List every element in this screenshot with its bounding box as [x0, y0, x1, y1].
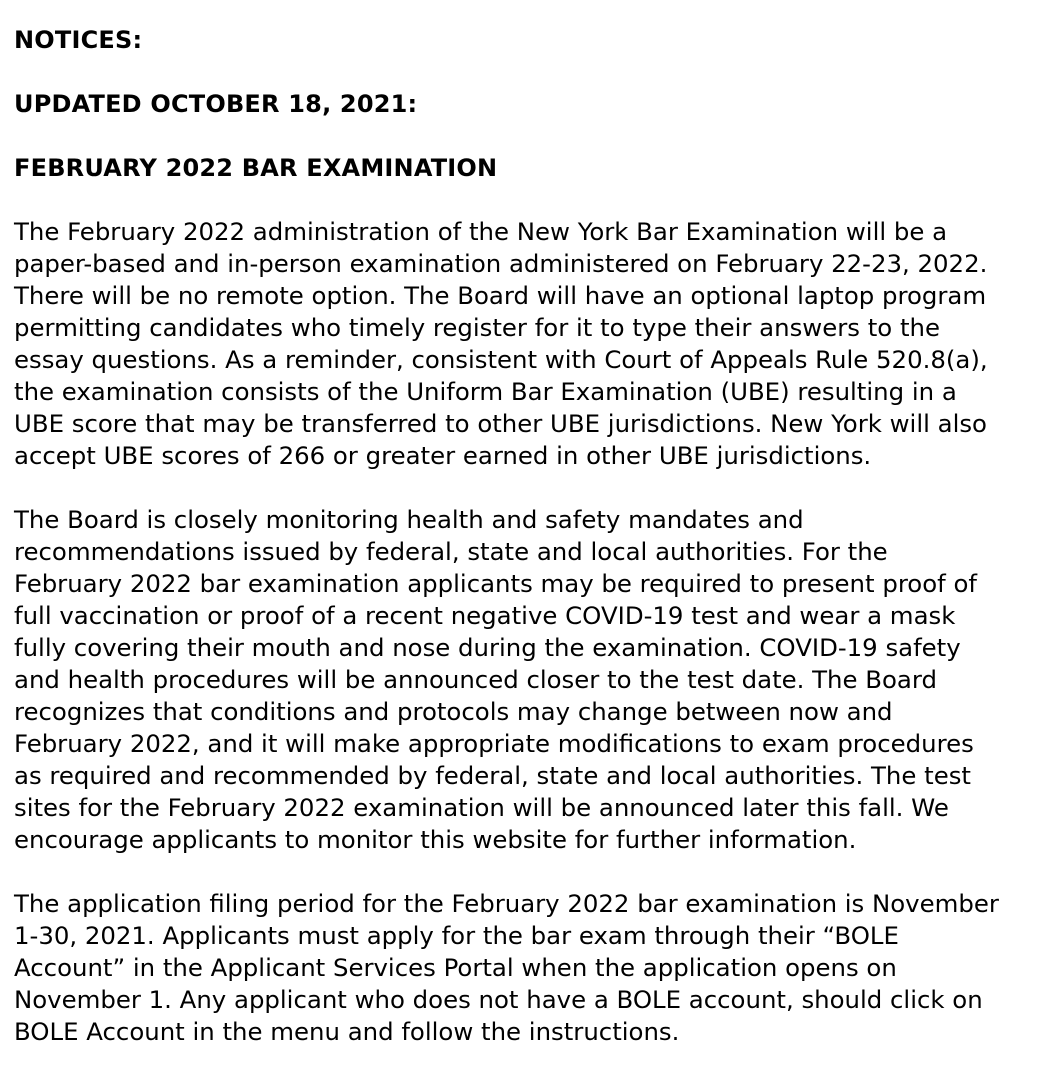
health-safety-paragraph [14, 504, 1058, 856]
exam-title-heading: FEBRUARY 2022 BAR EXAMINATION [14, 154, 498, 182]
paragraph-line: and health procedures will be announced closer to the test date. The Board [14, 665, 937, 694]
paragraph-line: UBE score that may be transferred to other UBE jurisdictions. New York will also [14, 409, 987, 438]
paragraph-line: November 1. Any applicant who does not have a BOLE account, should click on [14, 985, 983, 1014]
paragraph-line: sites for the February 2022 examination will be announced later this fall. We [14, 793, 949, 822]
paragraph-line: encourage applicants to monitor this website for further information. [14, 825, 857, 854]
updated-date-heading: UPDATED OCTOBER 18, 2021: [14, 90, 418, 118]
paragraph-line: 1-30, 2021. Applicants must apply for the bar exam through their “BOLE [14, 921, 899, 950]
paragraph-line: essay questions. As a reminder, consistent with Court of Appeals Rule 520.8(a), [14, 345, 988, 374]
application-filing-paragraph [14, 888, 1058, 1048]
paragraph-line: There will be no remote option. The Board will have an optional laptop program [14, 281, 987, 310]
exam-format-paragraph [14, 216, 1058, 472]
paragraph-line: The February 2022 administration of the New York Bar Examination will be a [14, 217, 948, 246]
paragraph-line: full vaccination or proof of a recent negative COVID-19 test and wear a mask [14, 601, 956, 630]
paragraph-line: BOLE Account in the menu and follow the instructions. [14, 1017, 680, 1046]
paragraph-line: The Board is closely monitoring health and safety mandates and [14, 505, 804, 534]
notices-heading: NOTICES: [14, 26, 143, 54]
paragraph-line: The application filing period for the February 2022 bar examination is November [14, 889, 999, 918]
paragraph-line: permitting candidates who timely register for it to type their answers to the [14, 313, 940, 342]
notice-content [14, 24, 1058, 1080]
paragraph-line: accept UBE scores of 266 or greater earned in other UBE jurisdictions. [14, 441, 872, 470]
paragraph-line: paper-based and in-person examination administered on February 22-23, 2022. [14, 249, 988, 278]
paragraph-line: recognizes that conditions and protocols may change between now and [14, 697, 893, 726]
paragraph-line: February 2022 bar examination applicants may be required to present proof of [14, 569, 977, 598]
paragraph-line: Account” in the Applicant Services Portal when the application opens on [14, 953, 897, 982]
paragraph-line: the examination consists of the Uniform Bar Examination (UBE) resulting in a [14, 377, 957, 406]
paragraph-line: fully covering their mouth and nose during the examination. COVID-19 safety [14, 633, 961, 662]
paragraph-line: February 2022, and it will make appropriate modifications to exam procedures [14, 729, 974, 758]
paragraph-line: recommendations issued by federal, state and local authorities. For the [14, 537, 888, 566]
paragraph-line: as required and recommended by federal, state and local authorities. The test [14, 761, 971, 790]
